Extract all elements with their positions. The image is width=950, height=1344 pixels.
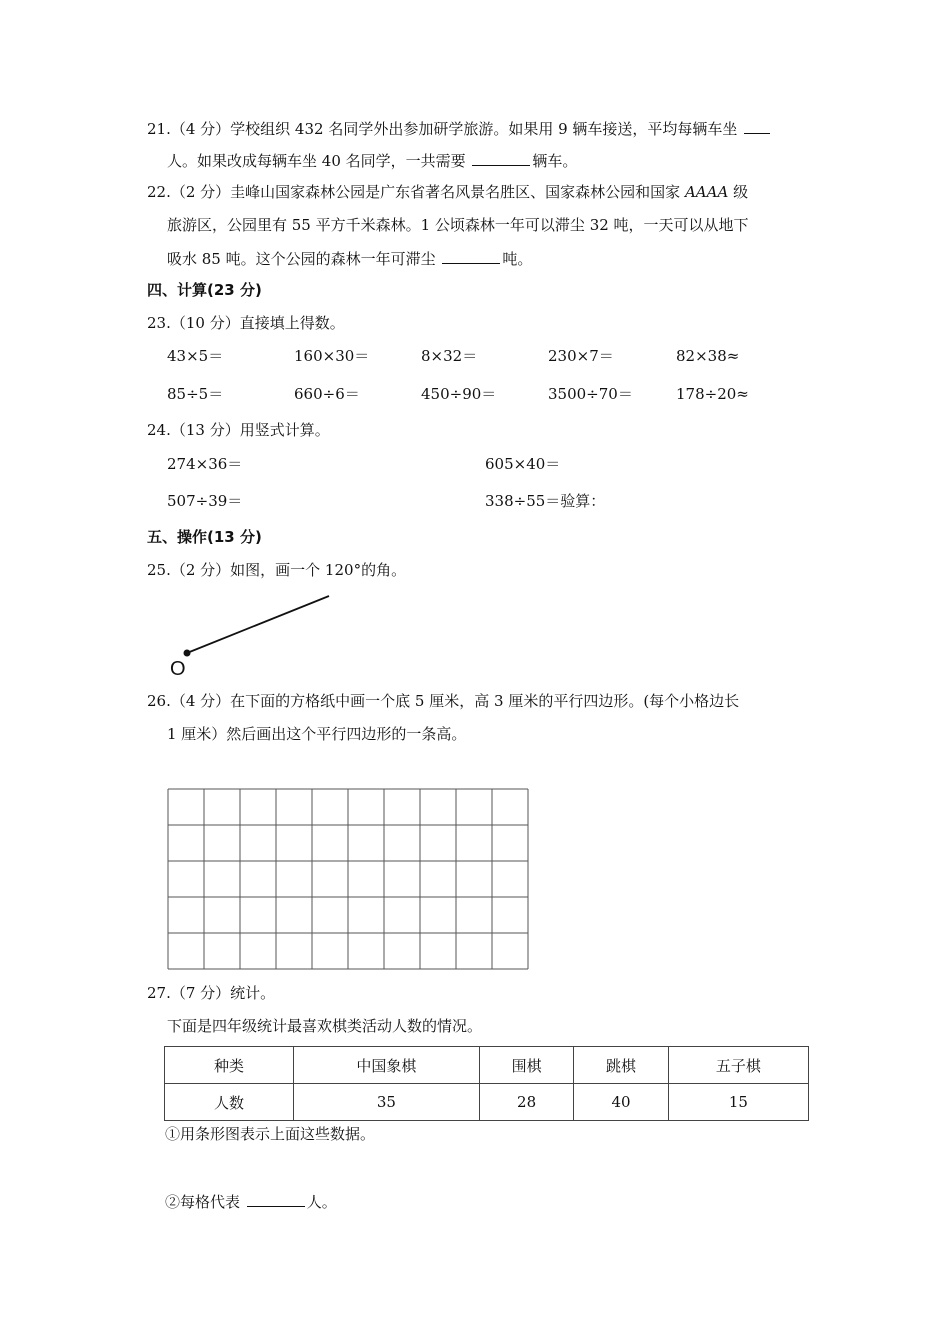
q21-line1: 21.（4 分）学校组织 432 名同学外出参加研学旅游。如果用 9 辆车接送，平均每辆车坐 <box>147 117 772 139</box>
q23-item: 8×32＝ <box>421 347 478 365</box>
table-cell: 跳棋 <box>574 1047 668 1084</box>
q23-item: 85÷5＝ <box>167 385 224 403</box>
q21-line2: 人。如果改成每辆车坐 40 名同学，一共需要 辆车。 <box>167 149 577 171</box>
q26-line1: 26.（4 分）在下面的方格纸中画一个底 5 厘米，高 3 厘米的平行四边形。(每个小格边长 <box>147 692 740 710</box>
q22-blank[interactable] <box>442 247 500 264</box>
q24-title: 24.（13 分）用竖式计算。 <box>147 421 330 439</box>
q21-blank2[interactable] <box>472 149 530 166</box>
q24-item: 274×36＝ <box>167 455 243 473</box>
table-row <box>165 1084 809 1121</box>
q23-item: 160×30＝ <box>294 347 370 365</box>
angle-figure[interactable] <box>160 590 340 680</box>
q23-item: 178÷20≈ <box>676 385 749 403</box>
q23-title: 23.（10 分）直接填上得数。 <box>147 314 345 332</box>
square-grid-paper[interactable] <box>166 787 530 971</box>
stats-table <box>164 1046 809 1121</box>
section-5-heading: 五、操作(13 分) <box>147 528 262 546</box>
q27-sub2: ②每格代表 人。 <box>165 1190 337 1212</box>
table-cell: 15 <box>668 1084 808 1121</box>
q27-blank[interactable] <box>247 1190 305 1207</box>
q23-item: 230×7＝ <box>548 347 614 365</box>
q25-title: 25.（2 分）如图，画一个 120°的角。 <box>147 561 407 579</box>
table-cell: 种类 <box>165 1047 294 1084</box>
table-cell: 围棋 <box>479 1047 573 1084</box>
q23-item: 450÷90＝ <box>421 385 497 403</box>
table-cell: 28 <box>479 1084 573 1121</box>
table-cell: 35 <box>294 1084 480 1121</box>
q24-item: 338÷55＝验算： <box>485 492 606 510</box>
q27-sub1: ①用条形图表示上面这些数据。 <box>165 1125 376 1143</box>
angle-ray <box>187 596 329 653</box>
q27-description: 下面是四年级统计最喜欢棋类活动人数的情况。 <box>167 1017 483 1035</box>
q23-item: 660÷6＝ <box>294 385 360 403</box>
vertex-label: O <box>170 658 186 680</box>
q22-line2: 旅游区，公园里有 55 平方千米森林。1 公顷森林一年可以滞尘 32 吨，一天可以从地下 <box>167 216 749 234</box>
q22-line1: 22.（2 分）圭峰山国家森林公园是广东省著名风景名胜区、国家森林公园和国家 AAAA 级 <box>147 183 749 201</box>
table-cell: 中国象棋 <box>294 1047 480 1084</box>
vertex-point <box>184 650 191 657</box>
q27-title: 27.（7 分）统计。 <box>147 984 276 1002</box>
q21-blank1[interactable] <box>744 117 770 134</box>
q24-item: 605×40＝ <box>485 455 561 473</box>
q23-item: 43×5＝ <box>167 347 224 365</box>
q23-item: 82×38≈ <box>676 347 740 365</box>
q22-line3: 吸水 85 吨。这个公园的森林一年可滞尘 吨。 <box>167 247 532 269</box>
table-header-row <box>165 1047 809 1084</box>
table-cell: 五子棋 <box>668 1047 808 1084</box>
table-cell: 人数 <box>165 1084 294 1121</box>
section-4-heading: 四、计算(23 分) <box>147 281 262 299</box>
q26-line2: 1 厘米）然后画出这个平行四边形的一条高。 <box>167 725 467 743</box>
q23-item: 3500÷70＝ <box>548 385 633 403</box>
q24-item: 507÷39＝ <box>167 492 243 510</box>
table-cell: 40 <box>574 1084 668 1121</box>
